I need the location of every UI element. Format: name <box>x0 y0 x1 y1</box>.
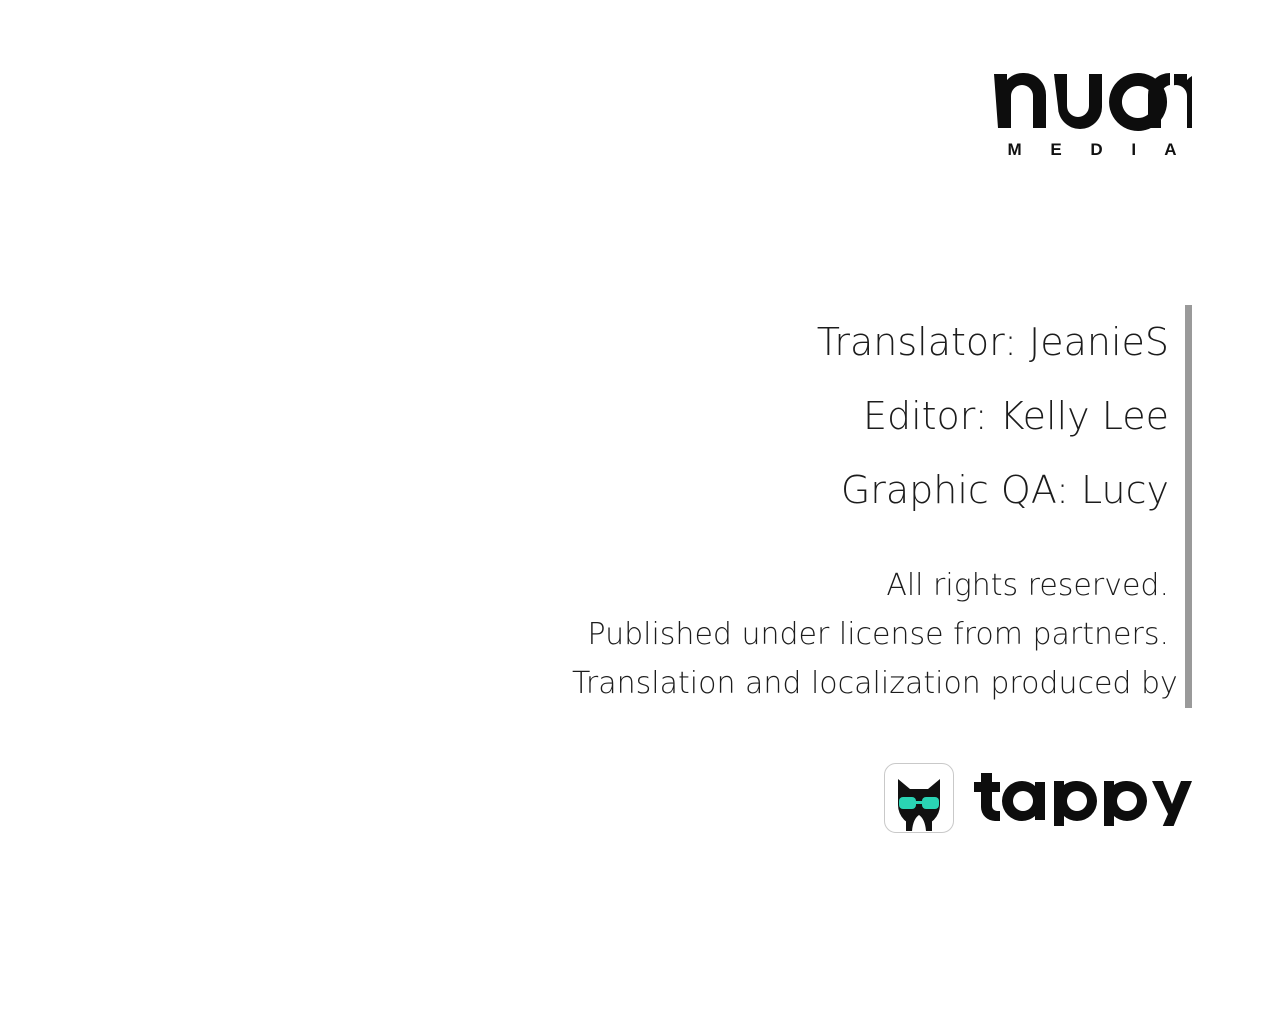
nuon-wordmark-icon <box>992 70 1192 132</box>
platform-logo <box>884 763 1192 833</box>
credit-translator: Translator: JeanieS <box>816 320 1169 364</box>
cat-with-glasses-icon <box>884 763 954 833</box>
rights-line-2: Published under license from partners. <box>587 617 1169 652</box>
credits-spacer <box>572 527 1169 561</box>
credits-block <box>572 305 1192 708</box>
rights-line-1: All rights reserved. <box>886 568 1169 603</box>
publisher-logo-subtitle: M E D I A <box>1007 140 1189 159</box>
publisher-logo <box>992 70 1192 160</box>
rights-line-3: Translation and localization produced by <box>572 666 1178 701</box>
tappytoon-wordmark-icon <box>970 770 1192 826</box>
credit-editor: Editor: Kelly Lee <box>862 394 1169 438</box>
credit-graphic-qa: Graphic QA: Lucy <box>840 468 1169 512</box>
